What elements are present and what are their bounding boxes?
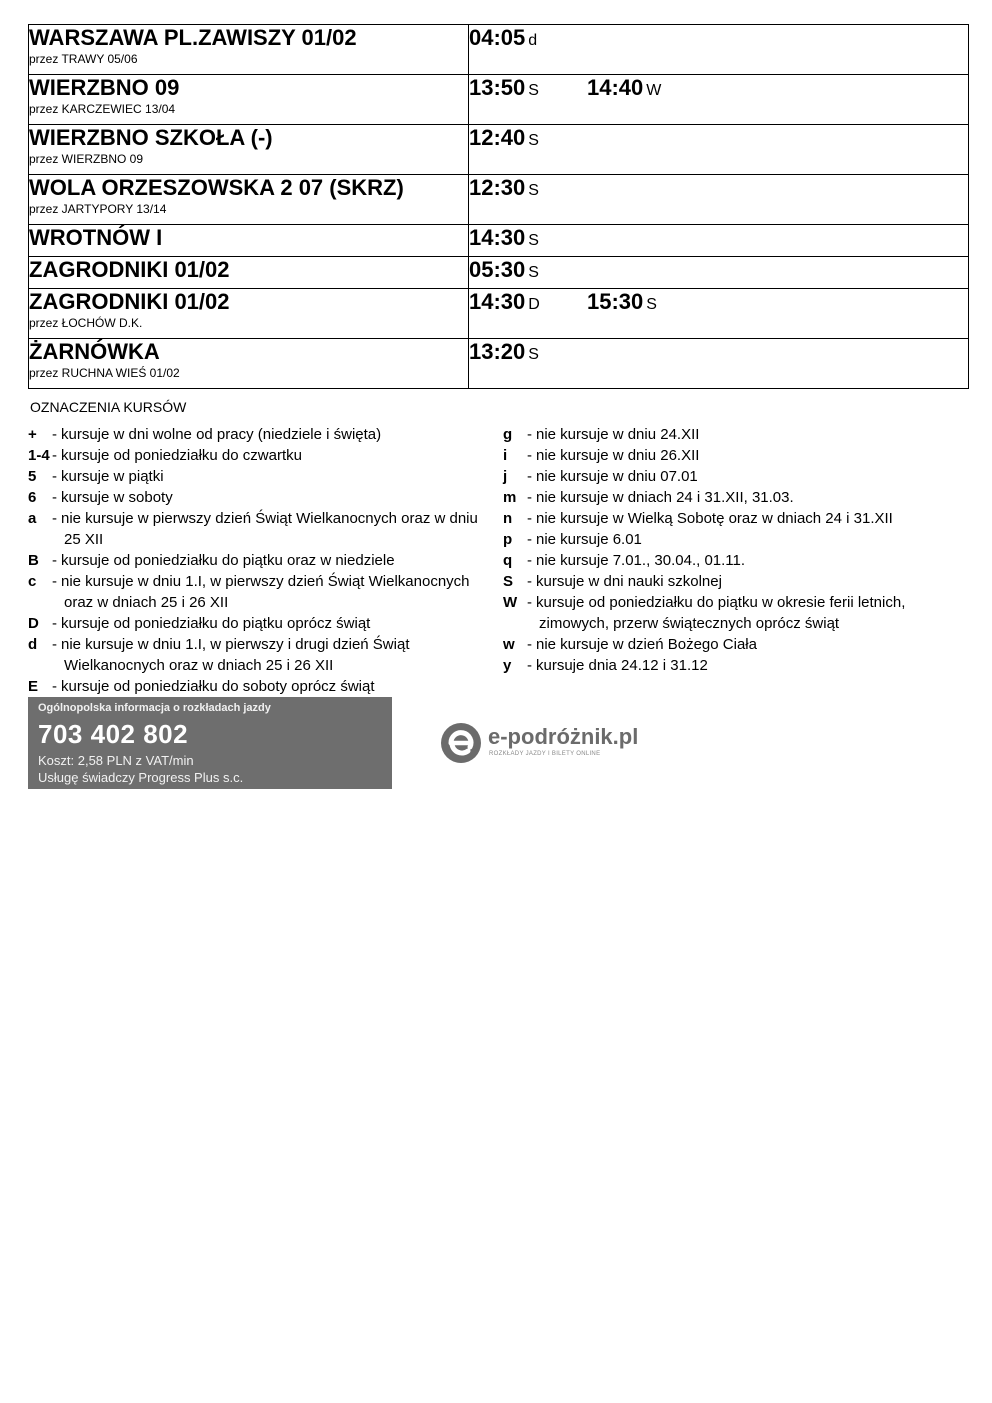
legend-text: nie kursuje 7.01., 30.04., 01.11. (536, 552, 746, 569)
legend-code: B (28, 552, 39, 569)
destination-name: WARSZAWA PL.ZAWISZY 01/02 (29, 25, 357, 50)
legend-text-wrap (527, 655, 973, 676)
legend-text: nie kursuje 6.01 (536, 531, 642, 548)
legend-text-wrap (52, 634, 488, 676)
legend-dash: - (527, 468, 532, 485)
legend-code: q (503, 552, 513, 569)
epodroznik-logo (440, 720, 670, 768)
legend-text: nie kursuje w dniu 1.I, w pierwszy i drugi dzień Świąt Wielkanocnych oraz w dniach 25 i 26 XII (61, 636, 410, 674)
legend-item (28, 508, 488, 550)
timetable-row (29, 175, 969, 225)
legend-code: d (28, 636, 38, 653)
departures-table (28, 24, 969, 389)
legend-item (28, 466, 488, 487)
legend-dash: - (527, 594, 532, 611)
legend-dash: - (527, 447, 532, 464)
legend-dash: - (52, 468, 57, 485)
legend-code: c (28, 573, 37, 590)
legend-code: E (28, 678, 39, 695)
legend-code: i (503, 447, 508, 464)
departure-mark: S (528, 264, 539, 281)
legend-text-wrap (52, 508, 488, 550)
departure-time: 13:50 (469, 75, 526, 100)
destination-cell (29, 339, 469, 389)
legend-dash: - (52, 552, 57, 569)
legend-code: 5 (28, 468, 37, 485)
legend-text: kursuje w soboty (61, 489, 173, 506)
departure (469, 225, 587, 251)
legend-code: S (503, 573, 514, 590)
legend-item (503, 550, 973, 571)
legend-text: kursuje w dni wolne od pracy (niedziele i święta) (61, 426, 382, 443)
legend-text-wrap (527, 487, 973, 508)
destination-via: przez RUCHNA WIEŚ 01/02 (29, 366, 180, 380)
departure-time: 14:40 (587, 75, 644, 100)
destination-name: ZAGRODNIKI 01/02 (29, 257, 230, 282)
timetable-row (29, 25, 969, 75)
legend-code: j (503, 468, 508, 485)
legend-text: nie kursuje w dniu 26.XII (536, 447, 700, 464)
departure-mark: S (528, 132, 539, 149)
legend-text: kursuje od poniedziałku do piątku oraz w niedziele (61, 552, 395, 569)
legend-code: 6 (28, 489, 37, 506)
destination-cell (29, 175, 469, 225)
departure-time: 12:40 (469, 125, 526, 150)
legend-text-wrap (52, 487, 488, 508)
destination-name: WIERZBNO SZKOŁA (-) (29, 125, 273, 150)
legend-item (503, 634, 973, 655)
departure-times-cell (469, 257, 969, 289)
departure-times-cell (469, 125, 969, 175)
legend-code: D (28, 615, 39, 632)
departure-times-cell (469, 289, 969, 339)
legend-text: nie kursuje w Wielką Sobotę oraz w dniach 24 i 31.XII (536, 510, 893, 527)
legend-text-wrap (527, 634, 973, 655)
e-letter-circle-icon (440, 722, 482, 764)
departure-mark: d (528, 32, 538, 49)
legend-dash: - (52, 447, 57, 464)
legend-code: m (503, 489, 517, 506)
departure-mark: W (646, 82, 662, 99)
legend-text: nie kursuje w dniach 24 i 31.XII, 31.03. (536, 489, 794, 506)
legend-text-wrap (52, 676, 488, 697)
departure (587, 75, 705, 101)
legend-code: W (503, 594, 518, 611)
legend-dash: - (527, 657, 532, 674)
legend-column-right (503, 424, 973, 676)
legend-code: a (28, 510, 37, 527)
departures-table-body (29, 25, 969, 389)
timetable-row (29, 225, 969, 257)
legend-code: w (503, 636, 515, 653)
departure (469, 339, 587, 365)
legend-item (503, 466, 973, 487)
departure-time: 13:20 (469, 339, 526, 364)
legend-text-wrap (52, 571, 488, 613)
departure-time: 14:30 (469, 289, 526, 314)
destination-name: WOLA ORZESZOWSKA 2 07 (SKRZ) (29, 175, 404, 200)
legend-item (503, 424, 973, 445)
departure (469, 257, 587, 283)
legend-text-wrap (52, 424, 488, 445)
legend-text-wrap (527, 529, 973, 550)
destination-cell (29, 225, 469, 257)
legend-text-wrap (527, 424, 973, 445)
legend-item (28, 445, 488, 466)
legend-title: OZNACZENIA KURSÓW (30, 399, 187, 415)
legend-item (28, 634, 488, 676)
legend-column-left (28, 424, 488, 697)
legend-text: kursuje od poniedziałku do piątku w okresie ferii letnich, zimowych, przerw świątecznych oprócz świąt (536, 594, 906, 632)
timetable-row (29, 289, 969, 339)
legend-item (503, 571, 973, 592)
info-heading: Ogólnopolska informacja o rozkładach jazdy (38, 702, 271, 714)
timetable-row (29, 75, 969, 125)
legend-text-wrap (52, 445, 488, 466)
departure-times-cell (469, 75, 969, 125)
legend-text: kursuje od poniedziałku do piątku oprócz świąt (61, 615, 371, 632)
legend-item (503, 445, 973, 466)
legend-dash: - (52, 426, 57, 443)
legend-code: y (503, 657, 512, 674)
legend-text: kursuje w dni nauki szkolnej (536, 573, 722, 590)
legend-item (503, 655, 973, 676)
legend-text: nie kursuje w dniu 1.I, w pierwszy dzień Świąt Wielkanocnych oraz w dniach 25 i 26 XII (61, 573, 470, 611)
departure-time: 12:30 (469, 175, 526, 200)
destination-via: przez WIERZBNO 09 (29, 152, 144, 166)
legend-text-wrap (52, 613, 488, 634)
legend-text: nie kursuje w dzień Bożego Ciała (536, 636, 757, 653)
legend-dash: - (52, 615, 57, 632)
legend-item (28, 613, 488, 634)
destination-name: ZAGRODNIKI 01/02 (29, 289, 230, 314)
legend-text-wrap (527, 550, 973, 571)
departure-times-cell (469, 25, 969, 75)
legend-text-wrap (527, 466, 973, 487)
legend-text-wrap (52, 466, 488, 487)
legend-text-wrap (527, 445, 973, 466)
destination-via: przez TRAWY 05/06 (29, 52, 138, 66)
destination-cell (29, 257, 469, 289)
departure (469, 289, 587, 315)
info-provider: Usługę świadczy Progress Plus s.c. (38, 770, 244, 785)
departure (469, 175, 587, 201)
legend-dash: - (527, 531, 532, 548)
legend-item (28, 424, 488, 445)
departure-time: 14:30 (469, 225, 526, 250)
destination-via: przez ŁOCHÓW D.K. (29, 316, 143, 330)
legend-dash: - (52, 636, 57, 653)
legend-dash: - (527, 426, 532, 443)
legend-code: n (503, 510, 513, 527)
logo-tagline: ROZKŁADY JAZDY I BILETY ONLINE (489, 751, 601, 757)
departure-time: 04:05 (469, 25, 526, 50)
legend-item (28, 487, 488, 508)
departure (469, 75, 587, 101)
departure-mark: D (528, 296, 540, 313)
legend-dash: - (527, 489, 532, 506)
legend-text: kursuje od poniedziałku do czwartku (61, 447, 302, 464)
legend-text-wrap (527, 571, 973, 592)
destination-name: WROTNÓW I (29, 225, 163, 250)
legend-text: kursuje dnia 24.12 i 31.12 (536, 657, 708, 674)
legend-item (503, 529, 973, 550)
legend-code: 1-4 (28, 447, 50, 464)
departure (469, 125, 587, 151)
destination-cell (29, 125, 469, 175)
legend-dash: - (52, 510, 57, 527)
destination-cell (29, 75, 469, 125)
destination-cell (29, 25, 469, 75)
destination-via: przez KARCZEWIEC 13/04 (29, 102, 176, 116)
legend-item (503, 508, 973, 529)
legend-dash: - (52, 678, 57, 695)
departure-mark: S (528, 182, 539, 199)
legend-text-wrap (52, 550, 488, 571)
departure (469, 25, 587, 51)
timetable-row (29, 339, 969, 389)
legend-item (28, 676, 488, 697)
timetable-row (29, 257, 969, 289)
legend-code: g (503, 426, 513, 443)
legend-item (503, 592, 973, 634)
logo-text: e-podróżnik.pl (488, 724, 639, 749)
legend-text-wrap (527, 592, 973, 634)
legend-dash: - (527, 573, 532, 590)
destination-name: ŻARNÓWKA (29, 339, 160, 364)
legend-text: nie kursuje w dniu 07.01 (536, 468, 698, 485)
legend-code: + (28, 426, 37, 443)
info-cost: Koszt: 2,58 PLN z VAT/min (38, 753, 194, 768)
destination-name: WIERZBNO 09 (29, 75, 180, 100)
legend-item (28, 571, 488, 613)
legend-dash: - (527, 510, 532, 527)
info-box (28, 697, 392, 789)
legend-text-wrap (527, 508, 973, 529)
legend-text: kursuje od poniedziałku do soboty oprócz świąt (61, 678, 375, 695)
legend-item (503, 487, 973, 508)
departure-mark: S (528, 346, 539, 363)
legend-dash: - (527, 636, 532, 653)
legend-text: nie kursuje w dniu 24.XII (536, 426, 700, 443)
legend-code: p (503, 531, 513, 548)
departure-times-cell (469, 175, 969, 225)
info-phone-number: 703 402 802 (38, 719, 189, 749)
timetable-row (29, 125, 969, 175)
departure-mark: S (646, 296, 657, 313)
departure-mark: S (528, 82, 539, 99)
departure-times-cell (469, 225, 969, 257)
departure-time: 15:30 (587, 289, 644, 314)
legend-text: kursuje w piątki (61, 468, 164, 485)
destination-cell (29, 289, 469, 339)
departure-time: 05:30 (469, 257, 526, 282)
legend-item (28, 550, 488, 571)
legend-dash: - (52, 489, 57, 506)
destination-via: przez JARTYPORY 13/14 (29, 202, 167, 216)
departure-mark: S (528, 232, 539, 249)
legend-dash: - (52, 573, 57, 590)
legend-text: nie kursuje w pierwszy dzień Świąt Wielkanocnych oraz w dniu 25 XII (61, 510, 478, 548)
departure (587, 289, 705, 315)
departure-times-cell (469, 339, 969, 389)
legend-dash: - (527, 552, 532, 569)
